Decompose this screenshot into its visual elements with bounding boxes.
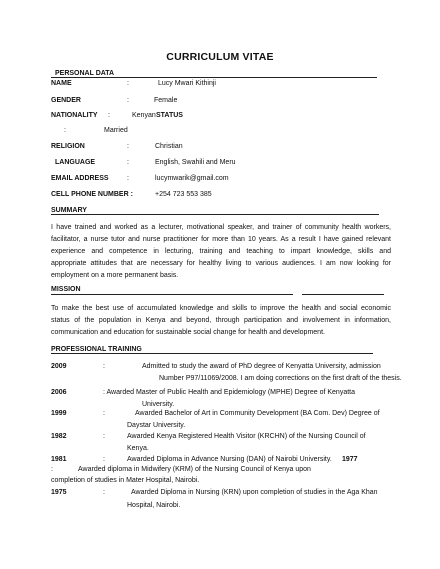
language-colon: :: [127, 159, 129, 166]
training-year: 1999: [51, 410, 67, 417]
training-year: 2006: [51, 389, 67, 396]
training-entry: Number P97/11069/2008. I am doing corrections on the first draft of the thesis.: [159, 375, 402, 382]
name-label: NAME: [51, 80, 72, 87]
gender-label: GENDER: [51, 97, 81, 104]
summary-line: employment on a more permanent basis.: [51, 272, 179, 279]
email-value: lucymwarik@gmail.com: [155, 175, 229, 182]
mission-line: status of the population in Kenya and beyond, through participation and involvement in information,: [51, 317, 391, 324]
section-rule: [51, 214, 379, 215]
training-colon: :: [103, 456, 105, 463]
training-year: 1981: [51, 456, 67, 463]
training-entry: Admitted to study the award of PhD degree of Kenyatta University, admission: [142, 363, 381, 370]
training-entry: Awarded Bachelor of Art in Community Development (BA Com. Dev) Degree of: [135, 410, 380, 417]
summary-line: I have trained and worked as a lecturer, motivational speaker, and trainer of community health workers,: [51, 224, 391, 231]
summary-line: experience and competence in lecturing, training and teaching to impart knowledge, skills and: [51, 248, 391, 255]
section-summary: SUMMARY: [51, 207, 87, 214]
training-entry: Kenya.: [127, 445, 149, 452]
phone-value: +254 723 553 385: [155, 191, 212, 198]
training-colon: :: [103, 410, 105, 417]
name-colon: :: [127, 80, 129, 87]
religion-label: RELIGION: [51, 143, 85, 150]
cv-title: CURRICULUM VITAE: [166, 51, 274, 63]
status-label: STATUS: [156, 112, 183, 119]
religion-colon: :: [127, 143, 129, 150]
summary-paragraph: [51, 222, 391, 282]
email-label: EMAIL ADDRESS: [51, 175, 109, 182]
religion-value: Christian: [155, 143, 183, 150]
section-professional-training: PROFESSIONAL TRAINING: [51, 346, 142, 353]
training-entry: Awarded Kenya Registered Health Visitor (KRCHN) of the Nursing Council of: [127, 433, 366, 440]
status-colon: :: [64, 127, 66, 134]
language-label: LANGUAGE: [55, 159, 96, 166]
training-entry: Awarded Diploma in Nursing (KRN) upon completion of studies in the Aga Khan: [131, 489, 378, 496]
training-colon: :: [103, 489, 105, 496]
section-rule: [51, 353, 373, 354]
summary-line: appropriate attitudes that are necessary for healthy living to various audiences. I am now looking for: [51, 260, 391, 267]
mission-paragraph: [51, 303, 391, 339]
training-year: 1977: [342, 456, 358, 463]
training-colon: :: [51, 466, 53, 473]
training-year: 2009: [51, 363, 67, 370]
training-entry: : Awarded Master of Public Health and Epidemiology (MPHE) Degree of Kenyatta: [103, 389, 355, 396]
section-mission: MISSION: [51, 286, 81, 293]
name-value: Lucy Mwari Kithinji: [158, 80, 216, 87]
mission-line: To make the best use of accumulated knowledge and skills to improve the health and social economic: [51, 305, 391, 312]
section-rule: [51, 294, 293, 295]
training-year: 1975: [51, 489, 67, 496]
training-colon: :: [103, 433, 105, 440]
nationality-label: NATIONALITY: [51, 112, 98, 119]
mission-line: communication and education for sustainable social change for health and development.: [51, 329, 325, 336]
phone-label: CELL PHONE NUMBER :: [51, 191, 133, 198]
language-value: English, Swahili and Meru: [155, 159, 236, 166]
summary-line: facilitator, a nurse tutor and nurse practitioner for more than 10 years. As a result I have gained relevant: [51, 236, 391, 243]
email-colon: :: [127, 175, 129, 182]
nationality-colon: :: [108, 112, 110, 119]
status-value: Married: [104, 127, 128, 134]
training-entry: Awarded Diploma in Advance Nursing (DAN) of Nairobi University.: [127, 456, 332, 463]
training-entry: Hospital, Nairobi.: [127, 502, 181, 509]
training-year: 1982: [51, 433, 67, 440]
section-personal-data: PERSONAL DATA: [55, 70, 115, 77]
training-entry: University.: [142, 401, 175, 408]
gender-colon: :: [127, 97, 129, 104]
gender-value: Female: [154, 97, 178, 104]
section-rule: [302, 294, 384, 295]
training-colon: :: [103, 363, 105, 370]
training-entry: Awarded diploma in Midwifery (KRM) of the Nursing Council of Kenya upon: [78, 466, 311, 473]
training-entry: Daystar University.: [127, 422, 186, 429]
nationality-value: Kenyan: [132, 112, 156, 119]
section-rule: [51, 77, 377, 78]
training-entry: completion of studies in Mater Hospital, Nairobi.: [51, 477, 200, 484]
